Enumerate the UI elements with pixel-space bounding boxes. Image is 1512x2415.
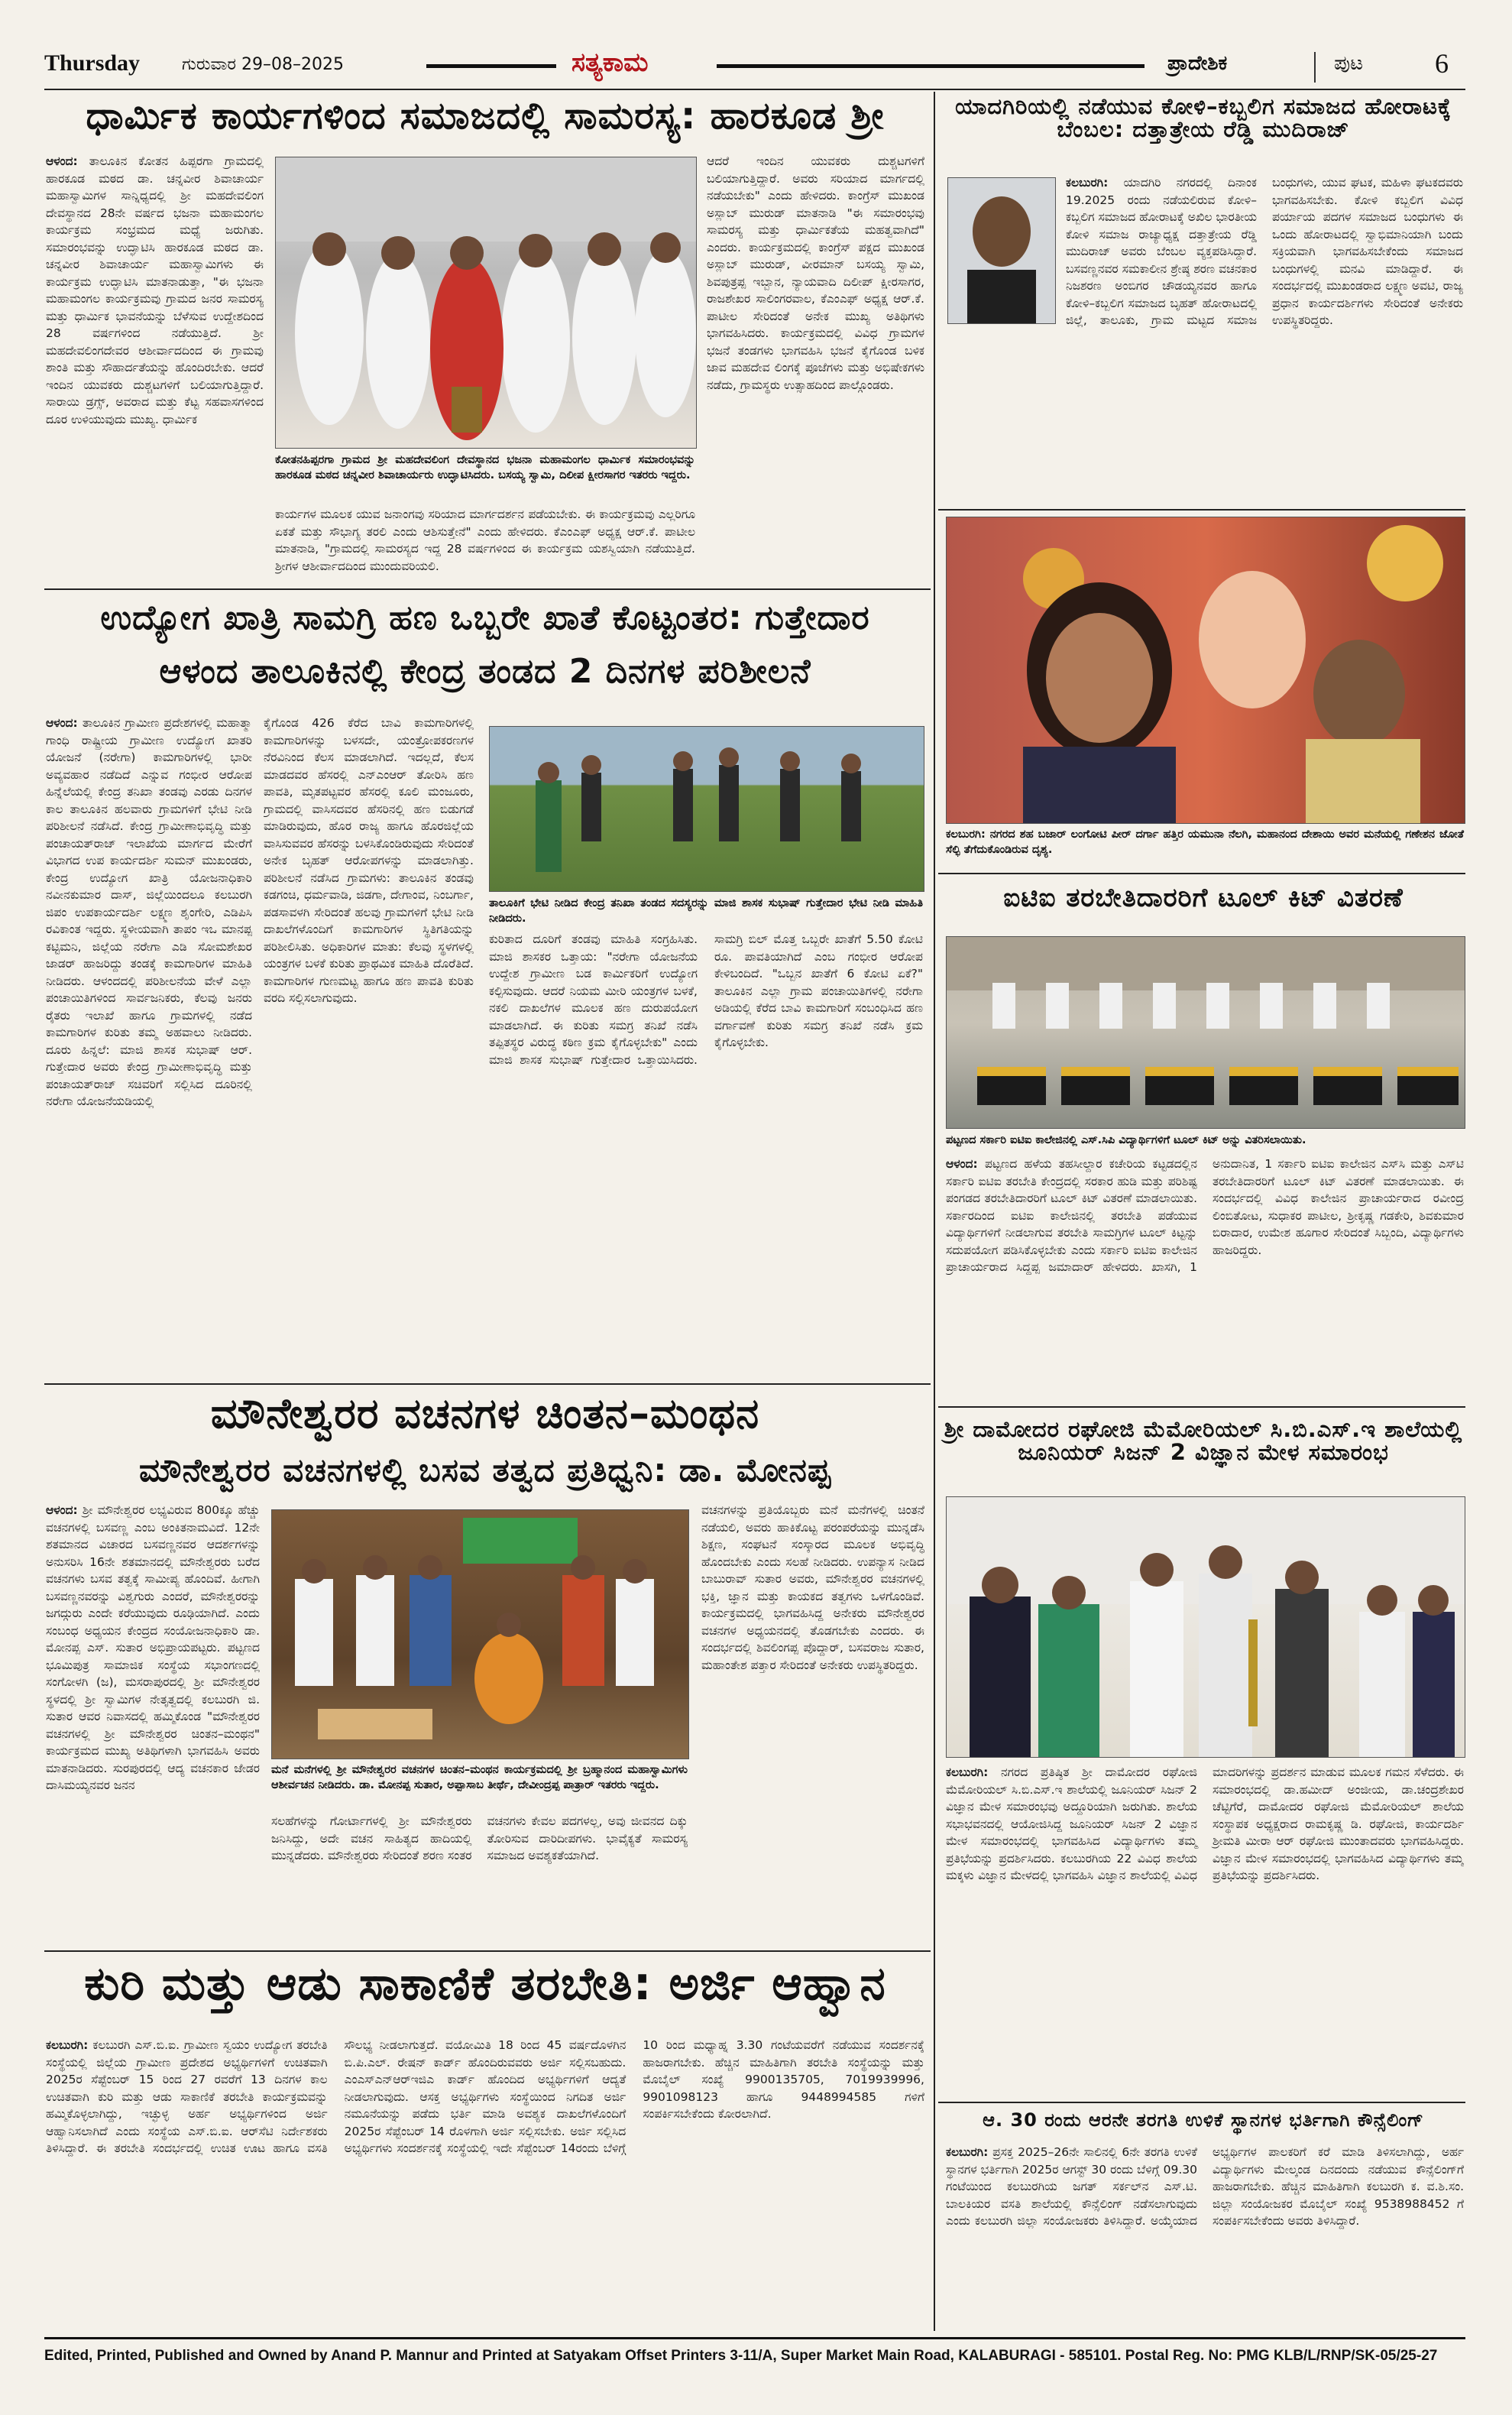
- side3-photo-graphic: [947, 1497, 1465, 1757]
- side1-headline: ಯಾದಗಿರಿಯಲ್ಲಿ ನಡೆಯುವ ಕೋಳಿ–ಕಬ್ಬಲಿಗ ಸಮಾಜದ ಹೋರಾಟಕ್ಕೆ ಬೆಂಬಲ: ದತ್ತಾತ್ರೇಯ ರೆಡ್ಡಿ ಮುದಿರಾಜ್: [955, 93, 1452, 143]
- masthead-day: Thursday: [44, 50, 141, 76]
- masthead-section: ಪ್ರಾದೇಶಿಕ: [1167, 52, 1228, 75]
- story3-text-left: [46, 1502, 260, 1941]
- story2-text-right: ಕುರಿತಾದ ದೂರಿಗೆ ತಂಡವು ಮಾಹಿತಿ ಸಂಗ್ರಹಿಸಿತು. ಮಾಜಿ ಶಾಸಕರ ಒತ್ತಾಯ: "ನರೇಗಾ ಯೋಜನೆಯ ಉದ್ದೇಶ ಗ್ರಾಮೀಣ ಬಡ ಕಾರ್ಮಿಕರಿಗೆ ಉದ್ಯೋಗ ಕಲ್ಪಿಸುವುದು. ಆದರೆ ನಿಯಮ ಮೀರಿ ಯಂತ್ರಗಳ ಬಳಕೆ, ನಕಲಿ ದಾಖಲೆಗಳ ಮೂಲಕ ಹಣ ದುರುಪಯೋಗ ಮಾಡಲಾಗಿದೆ. ಈ ಕುರಿತು ಸಮಗ್ರ ತನಿಖೆ ನಡೆಸಿ ತಪ್ಪಿತಸ್ಥರ ವಿರುದ್ಧ ಕಠಿಣ ಕ್ರಮ ಕೈಗೊಳ್ಳಬೇಕು" ಎಂದು ಮಾಜಿ ಶಾಸಕ ಸುಭಾಷ್ ಗುತ್ತೇದಾರ ಒತ್ತಾಯಿಸಿದರು. ಸಾಮಗ್ರಿ ಬಿಲ್‌ ಮೊತ್ತ ಒಬ್ಬರೇ ಖಾತೆಗೆ 5.50 ಕೋಟಿ ರೂ. ಪಾವತಿಯಾಗಿದೆ ಎಂಬ ಗಂಭೀರ ಆರೋಪ ಕೇಳಿಬಂದಿದೆ. "ಒಬ್ಬನ ಖಾತೆಗೆ 6 ಕೋಟಿ ಏಕೆ?" ತಾಲೂಕಿನ ಎಲ್ಲಾ ಗ್ರಾಮ ಪಂಚಾಯಿತಿಗಳಲ್ಲಿ ನರೇಗಾ ಅಡಿಯಲ್ಲಿ ಕೆರೆದ ಬಾವಿ ಕಾಮಗಾರಿಗೆ ಸಂಬಂಧಿಸಿದ ಹಣ ವರ್ಗಾವಣೆ ಕುರಿತು ಸಮಗ್ರ ತನಿಖೆ ನಡೆಸಿ ಕ್ರಮ ಕೈಗೊಳ್ಳಬೇಕು.: [489, 932, 923, 1067]
- story2-photo: [489, 726, 924, 892]
- masthead-separator: [1314, 52, 1316, 83]
- masthead-brand: ಸತ್ಯಕಾಮ: [571, 47, 649, 78]
- story1-dateline: ಆಳಂದ:: [46, 154, 78, 168]
- story1-caption: ಕೋತನಹಿಪ್ಪರಗಾ ಗ್ರಾಮದ ಶ್ರೀ ಮಹದೇವಲಿಂಗ ದೇವಸ್ಥಾನದ ಭಜನಾ ಮಹಾಮಂಗಲ ಧಾರ್ಮಿಕ ಸಮಾರಂಭವನ್ನು ಹಾರಕೂಡ ಮಠದ ಚನ್ನವೀರ ಶಿವಾಚಾರ್ಯರು ಉದ್ಘಾಟಿಸಿದರು. ಬಸಯ್ಯ ಸ್ವಾಮಿ, ದಿಲೀಪ ಕ್ಷೀರಸಾಗರ ಇತರರು ಇದ್ದರು.: [275, 454, 695, 481]
- side-photo-divider: [938, 873, 1465, 874]
- story3-photo-graphic: [272, 1510, 688, 1759]
- side-photo: [946, 517, 1465, 824]
- story4-text-body: ಕಲಬುರಗಿ ಎಸ್.ಬಿ.ಐ. ಗ್ರಾಮೀಣ ಸ್ವಯಂ ಉದ್ಯೋಗ ತರಬೇತಿ ಸಂಸ್ಥೆಯಲ್ಲಿ ಜಿಲ್ಲೆಯ ಗ್ರಾಮೀಣ ಪ್ರದೇಶದ ಅಭ್ಯರ್ಥಿಗಳಿಗೆ ಉಚಿತವಾಗಿ 2025ರ ಸೆಪ್ಟೆಂಬರ್ 15 ರಿಂದ 27 ರವರೆಗೆ 13 ದಿನಗಳ ಕಾಲ ಉಚಿತವಾಗಿ ಕುರಿ ಮತ್ತು ಆಡು ಸಾಕಾಣಿಕೆ ತರಬೇತಿ ಕಾರ್ಯಕ್ರಮವನ್ನು ಹಮ್ಮಿಕೊಳ್ಳಲಾಗಿದ್ದು, ಇಚ್ಛುಳ್ಳ ಅರ್ಹ ಅಭ್ಯರ್ಥಿಗಳಿಂದ ಅರ್ಜಿ ಆಹ್ವಾನಿಸಲಾಗಿದೆ ಎಂದು ಸಂಸ್ಥೆಯ ಎಸ್.ಬಿ.ಐ. ಆರ್‌ಸೆಟಿ ನಿರ್ದೇಶಕರು ತಿಳಿಸಿದ್ದಾರೆ. ಈ ತರಬೇತಿ ಸಂದರ್ಭದಲ್ಲಿ ಉಚಿತ ಊಟ ಹಾಗೂ ವಸತಿ ಸೌಲಭ್ಯ ನೀಡಲಾಗುತ್ತದೆ. ವಯೋಮಿತಿ 18 ರಿಂದ 45 ವರ್ಷದೊಳಗಿನ ಬಿ.ಪಿ.ಎಲ್. ರೇಷನ್ ಕಾರ್ಡ್ ಹೊಂದಿರುವವರು ಅರ್ಜಿ ಸಲ್ಲಿಸಬಹುದು. ಎಂಎಸ್‌ಎನ್‌ಆರ್‌ಇಜಿಎ ಕಾರ್ಡ್ ಹೊಂದಿದ ಅಭ್ಯರ್ಥಿಗಳಿಗೆ ಆದ್ಯತೆ ನೀಡಲಾಗುವುದು. ಆಸಕ್ತ ಅಭ್ಯರ್ಥಿಗಳು ಸಂಸ್ಥೆಯಿಂದ ನಿಗದಿತ ಅರ್ಜಿ ನಮೂನೆಯನ್ನು ಪಡೆದು ಭರ್ತಿ ಮಾಡಿ ಅವಶ್ಯಕ ದಾಖಲೆಗಳೊಂದಿಗೆ 2025ರ ಸೆಪ್ಟೆಂಬರ್ 14 ರೊಳಗಾಗಿ ಅರ್ಜಿ ಸಲ್ಲಿಸಬೇಕು. ಅರ್ಜಿ ಸಲ್ಲಿಸಿದ ಅಭ್ಯರ್ಥಿಗಳು ಸಂದರ್ಶನಕ್ಕೆ ಸಂಸ್ಥೆಯಲ್ಲಿ ಇದೇ ಸೆಪ್ಟೆಂಬರ್ 14ರಂದು ಬೆಳಿಗ್ಗೆ 10 ರಿಂದ ಮಧ್ಯಾಹ್ನ 3.30 ಗಂಟೆಯವರೆಗೆ ನಡೆಯುವ ಸಂದರ್ಶನಕ್ಕೆ ಹಾಜರಾಗಬೇಕು. ಹೆಚ್ಚಿನ ಮಾಹಿತಿಗಾಗಿ ತರಬೇತಿ ಸಂಸ್ಥೆಯನ್ನು ಮತ್ತು ಮೊಬೈಲ್ ಸಂಖ್ಯೆ 9900135705, 7019939996, 9901098123 ಹಾಗೂ 9448994585 ಗಳಿಗೆ ಸಂಪರ್ಕಿಸಬೇಕೆಂದು ಕೋರಲಾಗಿದೆ.: [46, 2038, 924, 2155]
- story4-text: [46, 2037, 924, 2331]
- story2-text-mid: ಕೈಗೊಂಡ 426 ಕೆರೆದ ಬಾವಿ ಕಾಮಗಾರಿಗಳಲ್ಲಿ ಕಾಮಗಾರಿಗಳನ್ನು ಬಳಸದೇ, ಯಂತ್ರೋಪಕರಣಗಳ ನೆರವಿನಿಂದ ಕೆಲಸ ಮಾಡಲಾಗಿದೆ. ಇದಲ್ಲದೆ, ಕೆಲಸ ಮಾಡದವರ ಹೆಸರಲ್ಲಿ ಎನ್‌ಎಂಆರ್ ತೋರಿಸಿ ಹಣ ಪಾವತಿ, ಮೃತಪಟ್ಟವರ ಹೆಸರಲ್ಲಿ ಕೂಲಿ ಮಂಜೂರು, ಗ್ರಾಮದಲ್ಲಿ ವಾಸಿಸದವರ ಹೆಸರಿನಲ್ಲಿ ಹಣ ಬಿಡುಗಡೆ ಮಾಡಿರುವುದು, ಹೊರ ರಾಜ್ಯ ಹಾಗೂ ಹೊರಜಿಲ್ಲೆಯ ವಾಸಿಸುವವರ ಹೆಸರನ್ನು ಬಳಸಿಕೊಂಡಿರುವುದು ಸೇರಿದಂತೆ ಅನೇಕ ಬೃಹತ್ ಆರೋಪಗಳನ್ನು ಮಾಡಲಾಗಿತ್ತು. ಪರಿಶೀಲನೆ ನಡೆಸಿದ ಗ್ರಾಮಗಳು: ತಾಲೂಕಿನ ತಂಡವು ಕಡಗಂಚಿ, ಧರ್ಮವಾಡಿ, ಜಿಡಗಾ, ದೇಗಾಂವ, ನಿಂಬರ್ಗಾ, ಪಡಸಾವಳಗಿ ಸೇರಿದಂತೆ ಹಲವು ಗ್ರಾಮಗಳಿಗೆ ಭೇಟಿ ನೀಡಿ ದಾಖಲೆಗಳೊಂದಿಗೆ ಕಾಮಗಾರಿಗಳ ಸ್ಥಿತಿಗತಿಯನ್ನು ಪರಿಶೀಲಿಸಿತು. ಅಧಿಕಾರಿಗಳ ಮಾತು: ಕೆಲವು ಸ್ಥಳಗಳಲ್ಲಿ ಯಂತ್ರಗಳ ಬಳಕೆ ಕುರಿತು ಪ್ರಾಥಮಿಕ ಮಾಹಿತಿ ದೊರೆತಿದೆ. ಕಾಮಗಾರಿಗಳ ಗುಣಮಟ್ಟ ಹಾಗೂ ಹಣ ಪಾವತಿ ಕುರಿತು ವರದಿ ಸಲ್ಲಿಸಲಾಗುವುದು.: [264, 716, 474, 1005]
- side1-text: [1066, 174, 1463, 503]
- side1-divider: [938, 509, 1465, 511]
- story2-headline1: ಉದ್ಯೋಗ ಖಾತ್ರಿ ಸಾಮಗ್ರಿ ಹಣ ಒಬ್ಬರೇ ಖಾತೆ ಕೊಟ್ಟಂತರ: ಗುತ್ತೇದಾರ: [100, 598, 870, 637]
- masthead-rule-left: [426, 64, 556, 68]
- side4-text-body: ಪ್ರಸಕ್ತ 2025–26ನೇ ಸಾಲಿನಲ್ಲಿ 6ನೇ ತರಗತಿ ಉಳಿಕೆ ಸ್ಥಾನಗಳ ಭರ್ತಿಗಾಗಿ 2025ರ ಆಗಸ್ಟ್ 30 ರಂದು ಬೆಳಿಗ್ಗೆ 09.30 ಗಂಟೆಯಿಂದ ಕಲಬುರಗಿಯ ಜಗತ್ ಸರ್ಕಲ್‌ನ ಎಸ್.ಟಿ. ಬಾಲಕಿಯರ ವಸತಿ ಶಾಲೆಯಲ್ಲಿ ಕೌನ್ಸೆಲಿಂಗ್ ನಡೆಸಲಾಗುವುದು ಎಂದು ಕಲಬುರಗಿ ಜಿಲ್ಲಾ ಸಂಯೋಜಕರು ತಿಳಿಸಿದ್ದಾರೆ. ಅಯ್ಕೆಯಾದ ಅಭ್ಯರ್ಥಿಗಳ ಪಾಲಕರಿಗೆ ಕರೆ ಮಾಡಿ ತಿಳಿಸಲಾಗಿದ್ದು, ಅರ್ಹ ವಿದ್ಯಾರ್ಥಿಗಳು ಮೇಲ್ಕಂಡ ದಿನದಂದು ನಡೆಯುವ ಕೌನ್ಸೆಲಿಂಗ್‌ಗೆ ಹಾಜರಾಗಬೇಕು. ಹೆಚ್ಚಿನ ಮಾಹಿತಿಗಾಗಿ ಕಲಬುರಗಿ ಕ. ವ.ಶಿ.ಸಂ. ಜಿಲ್ಲಾ ಸಂಯೋಜಕರ ಮೊಬೈಲ್ ಸಂಖ್ಯೆ 9538988452 ಗೆ ಸಂಪರ್ಕಿಸಬೇಕೆಂದು ಅವರು ತಿಳಿಸಿದ್ದಾರೆ.: [946, 2145, 1464, 2228]
- masthead-rule-right: [717, 64, 1145, 68]
- story4-headline: ಕುರಿ ಮತ್ತು ಆಡು ಸಾಕಾಣಿಕೆ ತರಬೇತಿ: ಅರ್ಜಿ ಆಹ್ವಾನ: [84, 1957, 886, 2011]
- side3-text-body: ನಗರದ ಪ್ರತಿಷ್ಠಿತ ಶ್ರೀ ದಾಮೋದರ ರಘೋಜಿ ಮೆಮೋರಿಯಲ್ ಸಿ.ಬಿ.ಎಸ್.ಇ ಶಾಲೆಯಲ್ಲಿ ಜೂನಿಯರ್ ಸಿಜನ್ 2 ವಿಜ್ಞಾನ ಮೇಳ ಸಮಾರಂಭವು ಅದ್ದೂರಿಯಾಗಿ ಜರುಗಿತು. ಶಾಲೆಯ ಸಭಾಭವನದಲ್ಲಿ ಆಯೋಜಿಸಿದ್ದ ಜೂನಿಯರ್ ಸಿಜನ್ 2 ವಿಜ್ಞಾನ ಮೇಳ ಸಮಾರಂಭದಲ್ಲಿ ಭಾಗವಹಿಸಿದ ವಿದ್ಯಾರ್ಥಿಗಳು ತಮ್ಮ ಪ್ರತಿಭೆಯನ್ನು ಪ್ರದರ್ಶಿಸಿದರು. ಕಲಬುರಗಿಯ 22 ವಿವಿಧ ಶಾಲೆಯ ಮಕ್ಕಳು ವಿಜ್ಞಾನ ಮೇಳದಲ್ಲಿ ಭಾಗವಹಿಸಿ ವಿಜ್ಞಾನ ಶಾಲೆಯಲ್ಲಿ ವಿವಿಧ ಮಾದರಿಗಳನ್ನು ಪ್ರದರ್ಶನ ಮಾಡುವ ಮೂಲಕ ಗಮನ ಸೆಳೆದರು. ಈ ಸಮಾರಂಭದಲ್ಲಿ ಡಾ.ಹಮೀದ್ ಅಂಜೀಯ, ಡಾ.ಚಂದ್ರಶೇಖರ ಚೆಟ್ಟಿಗೆರೆ, ದಾಮೋದರ ರಘೋಜಿ ಮೆಮೋರಿಯಲ್ ಶಾಲೆಯ ಸಂಸ್ಥಾಪಕ ಅಧ್ಯಕ್ಷರಾದ ರಾಮಕೃಷ್ಣ ಡಿ. ರಘೋಜಿ, ಕಾರ್ಯದರ್ಶಿ ಶ್ರೀಮತಿ ಮೀರಾ ಆರ್ ರಘೋಜಿ ಮುಂತಾದವರು ಭಾಗವಹಿಸಿದ್ದರು. ವಿಜ್ಞಾನ ಮೇಳ ಸಮಾರಂಭದಲ್ಲಿ ಭಾಗವಹಿಸಿದ ವಿದ್ಯಾರ್ಥಿಗಳು ತಮ್ಮ ಪ್ರತಿಭೆಯನ್ನು ಪ್ರದರ್ಶಿಸಿದರು.: [946, 1765, 1464, 1882]
- story2-photo-graphic: [490, 727, 924, 891]
- masthead-date: ಗುರುವಾರ 29–08–2025: [182, 55, 345, 74]
- side3-photo: [946, 1496, 1465, 1758]
- side4-dateline: ಕಲಬುರಗಿ:: [946, 2145, 989, 2159]
- story1-text-left-body: ತಾಲೂಕಿನ ಕೋತನ ಹಿಪ್ಪರಗಾ ಗ್ರಾಮದಲ್ಲಿ ಹಾರಕೂಡ ಮಠದ ಡಾ. ಚನ್ನವೀರ ಶಿವಾಚಾರ್ಯ ಮಹಾಸ್ವಾಮಿಗಳ ಸಾನ್ನಿಧ್ಯದಲ್ಲಿ ಶ್ರೀ ಮಹದೇವಲಿಂಗ ದೇವಸ್ಥಾನದ 28ನೇ ವರ್ಷದ ಭಜನಾ ಮಹಾಮಂಗಲ ಕಾರ್ಯಕ್ರಮ ಸಂಭ್ರಮದ ಮಧ್ಯೆ ಜರುಗಿತು. ಸಮಾರಂಭವನ್ನು ಉದ್ಘಾಟಿಸಿ ಹಾರಕೂಡ ಮಠದ ಡಾ. ಚನ್ನವೀರ ಶಿವಾಚಾರ್ಯ ಮಹಾಸ್ವಾಮಿಗಳು ಈ ಕಾರ್ಯಕ್ರಮ ಉದ್ಘಾಟಿಸಿ ಮಾತನಾಡುತ್ತಾ, "ಈ ಭಜನಾ ಮಹಾಮಂಗಲ ಕಾರ್ಯಕ್ರಮವು ಗ್ರಾಮದ ಜನರ ಸಾಮರಸ್ಯ ಮತ್ತು ಧಾರ್ಮಿಕ ಭಾವನೆಯನ್ನು ಬೆಳೆಸುವ ಉದ್ದೇಶದಿಂದ 28 ವರ್ಷಗಳಿಂದ ನಡೆಯುತ್ತಿದೆ. ಶ್ರೀ ಮಹದೇವಲಿಂಗದೇವರ ಆಶೀರ್ವಾದದಿಂದ ಈ ಗ್ರಾಮವು ಶಾಂತಿ ಮತ್ತು ಸೌಹಾರ್ದತೆಯನ್ನು ಹೊಂದಿರಬೇಕು. ಆದರೆ ಇಂದಿನ ಯುವಕರು ದುಶ್ಚಟಗಳಿಗೆ ಬಲಿಯಾಗುತ್ತಿದ್ದಾರೆ. ಸಾರಾಯಿ ಡ್ರಗ್ಸ್, ಅವರಾದ ಮತ್ತು ಕೆಟ್ಟ ಸಹವಾಸಗಳಿಂದ ದೂರ ಉಳಿಯುವುದು ಮುಖ್ಯ. ಧಾರ್ಮಿಕ: [46, 154, 264, 426]
- side1-portrait-graphic: [948, 178, 1055, 323]
- masthead-page-label: ಪುಟ: [1334, 52, 1364, 75]
- story1-headline: ಧಾರ್ಮಿಕ ಕಾರ್ಯಗಳಿಂದ ಸಮಾಜದಲ್ಲಿ ಸಾಮರಸ್ಯ: ಹಾರಕೂಡ ಶ್ರೀ: [86, 94, 885, 138]
- side-photo-caption: ಕಲಬುರಗಿ: ನಗರದ ಶಹ ಬಜಾರ್ ಲಂಗೋಟಿ ಪೀರ್ ದರ್ಗಾ ಹತ್ತಿರ ಯಮುನಾ ನೆಲಗಿ, ಮಹಾನಂದ ದೇಶಾಯಿ ಅವರ ಮನೆಯಲ್ಲಿ ಗಣೇಶನ ಜೋತೆ ಸೆಲ್ಫಿ ತೆಗೆದುಕೊಂಡಿರುವ ದೃಶ್ಯ.: [946, 828, 1464, 856]
- story1-photo: [275, 157, 697, 449]
- story1-text-right: ಆದರೆ ಇಂದಿನ ಯುವಕರು ದುಶ್ಚಟಗಳಿಗೆ ಬಲಿಯಾಗುತ್ತಿದ್ದಾರೆ. ಅವರು ಸರಿಯಾದ ಮಾರ್ಗದಲ್ಲಿ ನಡೆಯಬೇಕು" ಎಂದು ಹೇಳಿದರು. ಕಾಂಗ್ರೆಸ್ ಮುಖಂಡ ಅಸ್ಲಾಬ್ ಮುರುಡ್ ಮಾತನಾಡಿ "ಈ ಸಮಾರಂಭವು ಸಾಮರಸ್ಯ ಮತ್ತು ಧಾರ್ಮಿಕತೆಯ ಮಹತ್ವವಾಗಿದೆ" ಎಂದರು. ಕಾರ್ಯಕ್ರಮದಲ್ಲಿ ಕಾಂಗ್ರೆಸ್ ಪಕ್ಷದ ಮುಖಂಡ ಅಸ್ಲಾಬ್ ಮುರುಡ್, ವೀರಮಾನ್ ಬಸಯ್ಯ ಸ್ವಾಮಿ, ಶಿವಪುತ್ರಪ್ಪ ಇಬ್ಬಾನ, ನ್ಯಾಯವಾದಿ ದಿಲೀಪ್ ಕ್ಷೀರಸಾಗರ, ರಾಜಶೇಖರ ಸಾಲಿಂಗರವಾಲ, ಕೆಎಂಎಫ್ ಅಧ್ಯಕ್ಷ ಆರ್.ಕೆ. ಪಾಟೀಲ ಸೇರಿದಂತೆ ಅನೇಕ ಮುಖ್ಯ ಅತಿಥಿಗಳು ಭಾಗವಹಿಸಿದರು. ಕಾರ್ಯಕ್ರಮದಲ್ಲಿ ವಿವಿಧ ಗ್ರಾಮಗಳ ಭಜನೆ ತಂಡಗಳು ಭಾಗವಹಿಸಿ ಭಜನೆ ಕೈಗೊಂಡ ಬಳಿಕ ಜಾವ ಮಹದೇವ ಲಿಂಗಕ್ಕೆ ಪೂಜೆಗಳು ಮತ್ತು ಅಭಿಷೇಕಗಳು ನಡೆದು, ಗ್ರಾಮಸ್ಥರು ಉತ್ಸಾಹದಿಂದ ಪಾಲ್ಗೊಂಡರು.: [707, 154, 924, 392]
- side-photo-graphic: [947, 517, 1465, 823]
- story3-dateline: ಆಳಂದ:: [46, 1503, 78, 1517]
- story1-text-bottom: ಕಾರ್ಯಗಳ ಮೂಲಕ ಯುವ ಜನಾಂಗವು ಸರಿಯಾದ ಮಾರ್ಗದರ್ಶನ ಪಡೆಯಬೇಕು. ಈ ಕಾರ್ಯಕ್ರಮವು ಎಲ್ಲರಿಗೂ ಏಕತೆ ಮತ್ತು ಸೌಭಾಗ್ಯ ತರಲಿ ಎಂದು ಆಶಿಸುತ್ತೇನೆ" ಎಂದು ಹೇಳಿದರು. ಕೆಎಂಎಫ್ ಅಧ್ಯಕ್ಷ ಆರ್.ಕೆ. ಪಾಟೀಲ ಮಾತನಾಡಿ, "ಗ್ರಾಮದಲ್ಲಿ ಸಾಮರಸ್ಯದ ಇದ್ದ 28 ವರ್ಷಗಳಿಂದ ಈ ಕಾರ್ಯಕ್ರಮ ಯಶಸ್ವಿಯಾಗಿ ನಡೆಯುತ್ತಿದೆ. ಶ್ರೀಗಳ ಆಶೀರ್ವಾದದಿಂದ ಮುಂದುವರಿಯಲಿ.: [275, 507, 695, 573]
- story1-text-left: [46, 153, 264, 581]
- side2-caption: ಪಟ್ಟಣದ ಸರ್ಕಾರಿ ಐಟಿಐ ಕಾಲೇಜಿನಲ್ಲಿ ಎಸ್.ಸಿಪಿ ವಿದ್ಯಾರ್ಥಿಗಳಿಗೆ ಟೂಲ್ ಕಿಟ್ ಅನ್ನು ವಿತರಿಸಲಾಯಿತು.: [946, 1134, 1306, 1146]
- story4-dateline: ಕಲಬುರಗಿ:: [46, 2038, 89, 2052]
- side3-headline: ಶ್ರೀ ದಾಮೋದರ ರಘೋಜಿ ಮೆಮೋರಿಯಲ್ ಸಿ.ಬಿ.ಎಸ್.ಇ ಶಾಲೆಯಲ್ಲಿ ಜೂನಿಯರ್ ಸಿಜನ್ 2 ವಿಜ್ಞಾನ ಮೇಳ ಸಮಾರಂಭ: [944, 1416, 1463, 1466]
- side2-headline: ಐಟಿಐ ತರಬೇತಿದಾರರಿಗೆ ಟೂಲ್ ಕಿಟ್ ವಿತರಣೆ: [1003, 883, 1404, 913]
- story2-caption: ತಾಲೂಕಿಗೆ ಭೇಟಿ ನೀಡಿದ ಕೇಂದ್ರ ತನಿಖಾ ತಂಡದ ಸದಸ್ಯರನ್ನು ಮಾಜಿ ಶಾಸಕ ಸುಭಾಷ್ ಗುತ್ತೇದಾರ ಭೇಟಿ ನೀಡಿ ಮಾಹಿತಿ ನೀಡಿದರು.: [489, 897, 923, 925]
- side2-text: [946, 1156, 1464, 1399]
- story2-text-left-body: ತಾಲೂಕಿನ ಗ್ರಾಮೀಣ ಪ್ರದೇಶಗಳಲ್ಲಿ ಮಹಾತ್ಮಾ ಗಾಂಧಿ ರಾಷ್ಟ್ರೀಯ ಗ್ರಾಮೀಣ ಉದ್ಯೋಗ ಖಾತರಿ ಯೋಜನೆ (ನರೇಗಾ) ಕಾಮಗಾರಿಗಳಲ್ಲಿ ಭಾರೀ ಅವ್ಯವಹಾರ ನಡೆದಿದೆ ಎನ್ನುವ ಗಂಭೀರ ಆರೋಪ ಹಿನ್ನೆಲೆಯಲ್ಲಿ ಕೇಂದ್ರ ತನಿಖಾ ತಂಡವು ಎರಡು ದಿನಗಳ ಕಾಲ ತಾಲೂಕಿನ ಹಲವಾರು ಗ್ರಾಮಗಳಿಗೆ ಭೇಟಿ ನೀಡಿ ಪರಿಶೀಲನೆ ನಡೆಸಿದೆ. ಕೇಂದ್ರ ಗ್ರಾಮೀಣಾಭಿವೃದ್ಧಿ ಮತ್ತು ಪಂಚಾಯತ್‌ರಾಜ್ ಇಲಾಖೆಯ ಮಾರ್ಗದ ಮೇರೆಗೆ ವಿಭಾಗದ ಉಪ ಕಾರ್ಯದರ್ಶಿ ಸುಮನ್ ಮುಖಂಡರು, ಕೇಂದ್ರ ಉದ್ಯೋಗ ಖಾತ್ರಿ ಯೋಜನಾಧಿಕಾರಿ ನವೀನಕುಮಾರ ದಾಸ್, ಜಿಲ್ಲೆಯಿಂದಲೂ ಕಲಬುರಗಿ ಜಿಪಂ ಉಪಕಾರ್ಯದರ್ಶಿ ಲಕ್ಷ್ಮಣ ಶೃಂಗೇರಿ, ಎಡಿಪಿಸಿ ರವಿಕಾಂತ ಇದ್ದರು. ಸ್ಥಳೀಯವಾಗಿ ತಾಪಂ ಇಒ ಮಾನಪ್ಪ ಕಟ್ಟಿಮನಿ, ಜಿಲ್ಲೆಯ ನರೇಗಾ ಎಡಿ ಸೋಮಶೇಖರ ಜಾಡರ್ ಹಾಜರಿದ್ದು ತಂಡಕ್ಕೆ ಕಾಮಗಾರಿಗಳ ಮಾಹಿತಿ ನೀಡಿದರು. ಆಳಂದದಲ್ಲಿ ಪರಿಶೀಲನೆಯ ವೇಳೆ ಎಲ್ಲಾ ಪಂಚಾಯಿತಿಗಳಿಂದ ಸಾರ್ವಜನಿಕರು, ಕೆಲವು ಜನರು ರೈತರು ಇಲಾಖೆ ಹಾಗೂ ಗ್ರಾಮಗಳಲ್ಲಿ ನಡೆದ ಕಾಮಗಾರಿಗಳ ಕುರಿತು ತಮ್ಮ ಅಹವಾಲು ನೀಡಿದರು. ದೂರು ಹಿನ್ನಲೆ: ಮಾಜಿ ಶಾಸಕ ಸುಭಾಷ್ ಆರ್. ಗುತ್ತೇದಾರ ಅವರು ಕೇಂದ್ರ ಗ್ರಾಮೀಣಾಭಿವೃದ್ಧಿ ಮತ್ತು ಪಂಚಾಯತ್‌ರಾಜ್ ಸಚಿವರಿಗೆ ಸಲ್ಲಿಸಿದ ದೂರಿನಲ್ಲಿ ನರೇಗಾ ಯೋಜನೆಯಡಿಯಲ್ಲಿ: [46, 716, 252, 1108]
- side3-dateline: ಕಲಬುರಗಿ:: [946, 1765, 989, 1779]
- story3-text-left-body: ಶ್ರೀ ಮೌನೇಶ್ವರರ ಲಭ್ಯವಿರುವ 800ಕ್ಕೂ ಹೆಚ್ಚು ವಚನಗಳಲ್ಲಿ ಬಸವಣ್ಣ ಎಂಬ ಅಂಕಿತನಾಮವಿದೆ. 12ನೇ ಶತಮಾನದ ವಿಚಾರದ ಬಸವಣ್ಣನವರ ಆದರ್ಶಗಳನ್ನು ಅನುಸರಿಸಿ 16ನೇ ಶತಮಾನದಲ್ಲಿ ಮೌನೇಶ್ವರರು ಬರೆದ ವಚನಗಳು ಬಸವ ತತ್ವಕ್ಕೆ ಸಾಮೀಪ್ಯ ಹೊಂದಿವೆ. ಹೀಗಾಗಿ ಬಸವಣ್ಣನವರನ್ನು ವಿಶ್ವಗುರು ಎಂದರೆ, ಮೌನೇಶ್ವರರನ್ನು ಜಗದ್ಗುರು ಎಂದೇ ಕರೆಯುವುದು ರೂಢಿಯಾಗಿದೆ. ಎಂದು ಸಂಬಂಧ ಅಧ್ಯಯನ ಕೇಂದ್ರದ ಸಂಯೋಜನಾಧಿಕಾರಿ ಡಾ. ಮೋನಪ್ಪ ಎಸ್. ಸುತಾರ ಅಭಿಪ್ರಾಯಪಟ್ಟರು. ಪಟ್ಟಣದ ಭೂಮಿಪುತ್ರ ಸಾಮಾಜಿಕ ಸಂಸ್ಥೆಯ ಸಭಾಂಗಣದಲ್ಲಿ ಸಂಗೋಳಗಿ (ಜ), ಮಸರಾಪುರದಲ್ಲಿ ಶ್ರೀ ಮೌನೇಶ್ವರರ ಸ್ಥಳದಲ್ಲಿ ಶ್ರೀ ಸ್ವಾಮಿಗಳ ನೇತೃತ್ವದಲ್ಲಿ ಕಲಬುರಗಿ ಜಿ. ಸುತಾರ ಆವರ ನಿವಾಸದಲ್ಲಿ ಹಮ್ಮಿಕೊಂಡ "ಮೌನೇಶ್ವರರ ವಚನಗಳಲ್ಲಿ ಶ್ರೀ ಮೌನೇಶ್ವರರ ಚಿಂತನ–ಮಂಥನ" ಕಾರ್ಯಕ್ರಮದ ಮುಖ್ಯ ಅತಿಥಿಗಳಾಗಿ ಭಾಗವಹಿಸಿ ಅವರು ಮಾತನಾಡಿದರು. ಸುರಪುರದಲ್ಲಿ ಆದ್ಯ ವಚನಕಾರ ಜೇಡರ ದಾಸಿಮಯ್ಯನವರ ಜನನ: [46, 1503, 260, 1792]
- story1-divider: [44, 588, 931, 590]
- side2-photo: [946, 936, 1465, 1129]
- side2-dateline: ಆಳಂದ:: [946, 1157, 978, 1171]
- footer-rule: [44, 2337, 1465, 2339]
- story2-divider: [44, 1383, 931, 1385]
- story3-headline1: ಮೌನೇಶ್ವರರ ವಚನಗಳ ಚಿಂತನ–ಮಂಥನ: [210, 1389, 760, 1438]
- story3-text-right: ವಚನಗಳನ್ನು ಪ್ರತಿಯೊಬ್ಬರು ಮನೆ ಮನೆಗಳಲ್ಲಿ ಚಿಂತನೆ ನಡೆಯಲಿ, ಅವರು ಹಾಕಿಕೊಟ್ಟ ಪರಂಪರೆಯನ್ನು ಮುನ್ನಡೆಸಿ ಶಿಕ್ಷಣ, ಸಂಘಟನೆ ಸಂಸ್ಕಾರದ ಮೂಲಕ ಅಭಿವೃದ್ಧಿ ಹೊಂದಬೇಕು ಎಂದು ಸಲಹೆ ನೀಡಿದರು. ಉಪನ್ಯಾಸ ನೀಡಿದ ಬಾಬುರಾವ್ ಸುತಾರ ಅವರು, ಮೌನೇಶ್ವರರ ವಚನಗಳಲ್ಲಿ ಭಕ್ತಿ, ಜ್ಞಾನ ಮತ್ತು ಕಾಯಕದ ತತ್ವಗಳು ಒಳಗೊಂಡಿವೆ. ಕಾರ್ಯಕ್ರಮದಲ್ಲಿ ಭಾಗವಹಿಸಿದ್ದ ಅನೇಕರು ಮೌನೇಶ್ವರರ ವಚನಗಳ ಅಧ್ಯಯನದಲ್ಲಿ ತೊಡಗಬೇಕು ಎಂದರು. ಈ ಸಂದರ್ಭದಲ್ಲಿ ಶಿವಲಿಂಗಪ್ಪ ಪೊದ್ದಾರ್, ಬಸವರಾಜ ಸುತಾರ, ಮಹಾಂತೇಶ ಪತ್ತಾರ ಸೇರಿದಂತೆ ಅನೇಕರು ಉಪಸ್ಥಿತರಿದ್ದರು.: [701, 1503, 924, 1672]
- story2-headline2: ಆಳಂದ ತಾಲೂಕಿನಲ್ಲಿ ಕೇಂದ್ರ ತಂಡದ 2 ದಿನಗಳ ಪರಿಶೀಲನೆ: [159, 652, 811, 691]
- story3-text-bottom: ಸಲಹೆಗಳನ್ನು ಗೋರ್ಟಾಗಳಲ್ಲಿ ಶ್ರೀ ಮೌನೇಶ್ವರರು ಜನಿಸಿದ್ದು, ಅದೇ ವಚನ ಸಾಹಿತ್ಯದ ಹಾದಿಯಲ್ಲಿ ಮುನ್ನಡೆದರು. ಮೌನೇಶ್ವರರು ಸೇರಿದಂತೆ ಶರಣ ಸಂತರ ವಚನಗಳು ಕೇವಲ ಪದಗಳಲ್ಲ, ಅವು ಜೀವನದ ದಿಕ್ಕು ತೋರಿಸುವ ದಾರಿದೀಪಗಳು. ಭಾವೈಕ್ಯತೆ ಸಾಮರಸ್ಯ ಸಮಾಜದ ಅವಶ್ಯಕತೆಯಾಗಿದೆ.: [271, 1814, 688, 1862]
- side4-text: [946, 2144, 1464, 2331]
- masthead-bottom-rule: [44, 89, 1465, 90]
- story1-photo-graphic: [276, 157, 696, 448]
- side3-divider: [938, 2102, 1465, 2103]
- story3-photo: [271, 1509, 689, 1759]
- side2-photo-graphic: [947, 937, 1465, 1128]
- side2-divider: [938, 1406, 1465, 1408]
- story3-divider: [44, 1950, 931, 1952]
- masthead-page-number: 6: [1435, 48, 1449, 79]
- side1-text-body: ಯಾದಗಿರಿ ನಗರದಲ್ಲಿ ದಿನಾಂಕ 19.2025 ರಂದು ನಡೆಯಲಿರುವ ಕೋಳಿ–ಕಬ್ಬಲಿಗ ಸಮಾಜದ ಹೋರಾಟಕ್ಕೆ ಅಖಿಲ ಭಾರತೀಯ ಕೋಳಿ ಸಮಾಜ ರಾಜ್ಯಾಧ್ಯಕ್ಷ ದತ್ತಾತ್ರೇಯ ರೆಡ್ಡಿ ಮುದಿರಾಜ್ ಅವರು ಬೆಂಬಲ ವ್ಯಕ್ತಪಡಿಸಿದ್ದಾರೆ. ಬಸವಣ್ಣನವರ ಸಮಕಾಲೀನ ಶ್ರೇಷ್ಠ ಶರಣ ವಚನಕಾರ ನಿಜಶರಣ ಅಂಬಿಗರ ಚೌಡಯ್ಯನವರ ಹಾಗೂ ಕೋಳಿ–ಕಬ್ಬಲಿಗ ಸಮಾಜದ ಬೃಹತ್ ಹೋರಾಟದಲ್ಲಿ ಜಿಲ್ಲೆ, ತಾಲೂಕು, ಗ್ರಾಮ ಮಟ್ಟದ ಸಮಾಜ ಬಂಧುಗಳು, ಯುವ ಘಟಕ, ಮಹಿಳಾ ಘಟಕದವರು ಭಾಗವಹಿಸಬೇಕು. ಕೋಳಿ ಕಬ್ಬಲಿಗ ವಿವಿಧ ಪರ್ಯಾಯ ಪದಗಳ ಸಮಾಜದ ಬಂಧುಗಳು ಈ ಒಂದು ಹೋರಾಟದಲ್ಲಿ ಸ್ವಾಭಿಮಾನಿಯಾಗಿ ಬಂದು ಸಕ್ರಿಯವಾಗಿ ಭಾಗವಹಿಸಬೇಕೆಂದು ಸಮಾಜದ ಬಂಧುಗಳಲ್ಲಿ ಮನವಿ ಮಾಡಿದ್ದಾರೆ. ಈ ಸಂದರ್ಭದಲ್ಲಿ ಮುಖಂಡರಾದ ಲಕ್ಷ್ಮಣ ಅವಟಿ, ರಾಜ್ಯ ಪ್ರಧಾನ ಕಾರ್ಯದರ್ಶಿಗಳು ಸೇರಿದಂತೆ ಅನೇಕರು ಉಪಸ್ಥಿತರಿದ್ದರು.: [1066, 176, 1463, 327]
- footer-imprint: Edited, Printed, Published and Owned by Anand P. Mannur and Printed at Satyakam Offset Printers 3-11/A, Super Market Main Road, KALABURAGI - 585101. Postal Reg. No: PMG KLB/L/RNP/SK-05/25-27: [44, 2348, 1438, 2364]
- column-divider: [934, 92, 935, 2331]
- side2-text-body: ಪಟ್ಟಣದ ಹಳೆಯ ತಹಸೀಲ್ದಾರ ಕಚೇರಿಯ ಕಟ್ಟಡದಲ್ಲಿನ ಸರ್ಕಾರಿ ಐಟಿಐ ತರಬೇತಿ ಕೇಂದ್ರದಲ್ಲಿ ಸರಕಾರ ಹುಡಿ ಮತ್ತು ಪರಿಶಿಷ್ಟ ಪಂಗಡದ ತರಬೇತಿದಾರರಿಗೆ ಟೂಲ್ ಕಿಟ್ ವಿತರಣೆ ಮಾಡಲಾಯಿತು. ಸರ್ಕಾರದಿಂದ ಐಟಿಐ ಕಾಲೇಜಿನಲ್ಲಿ ತರಬೇತಿ ಪಡೆಯುವ ವಿದ್ಯಾರ್ಥಿಗಳಿಗೆ ನೀಡಲಾಗುವ ತರಬೇತಿ ಸಾಮಗ್ರಿಗಳ ಟೂಲ್ ಕಿಟ್ಟನ್ನು ಸದುಪಯೋಗ ಪಡಿಸಿಕೊಳ್ಳಬೇಕು ಎಂದು ಸರ್ಕಾರಿ ಐಟಿಐ ಕಾಲೇಜಿನ ಪ್ರಾಚಾರ್ಯರಾದ ಸಿದ್ದಪ್ಪ ಜಮಾದಾರ್ ಹೇಳಿದರು. ಖಾಸಗಿ, 1 ಅನುದಾನಿತ, 1 ಸರ್ಕಾರಿ ಐಟಿಐ ಕಾಲೇಜಿನ ಎಸ್‌ಸಿ ಮತ್ತು ಎಸ್‌ಟಿ ತರಬೇತಿದಾರರಿಗೆ ಟೂಲ್ ಕಿಟ್ ವಿತರಣೆ ಮಾಡಲಾಯಿತು. ಈ ಸಂದರ್ಭದಲ್ಲಿ ವಿವಿಧ ಕಾಲೇಜಿನ ಪ್ರಾಚಾರ್ಯರಾದ ರವೀಂದ್ರ ಲಿಂಬಿತೋಟ, ಸುಧಾಕರ ಪಾಟೀಲ, ಶ್ರೀಕೃಷ್ಣ ಗಡಕೇರಿ, ಶಿವಕುಮಾರ ಬಿರಾದಾರ, ಉಮೇಶ ಹೂಗಾರ ಸೇರಿದಂತೆ ಸಿಬ್ಬಂದಿ, ವಿದ್ಯಾರ್ಥಿಗಳು ಹಾಜರಿದ್ದರು.: [946, 1157, 1464, 1274]
- story2-dateline: ಆಳಂದ:: [46, 716, 78, 730]
- side3-text: [946, 1764, 1464, 2092]
- side1-portrait: [947, 177, 1056, 324]
- story3-headline2: ಮೌನೇಶ್ವರರ ವಚನಗಳಲ್ಲಿ ಬಸವ ತತ್ವದ ಪ್ರತಿಧ್ವನಿ: ಡಾ. ಮೋನಪ್ಪ: [139, 1451, 831, 1489]
- side4-headline: ಆ. 30 ರಂದು ಆರನೇ ತರಗತಿ ಉಳಿಕೆ ಸ್ಥಾನಗಳ ಭರ್ತಿಗಾಗಿ ಕೌನ್ಸೆಲಿಂಗ್: [983, 2109, 1424, 2131]
- side1-dateline: ಕಲಬುರಗಿ:: [1066, 176, 1109, 190]
- masthead: [44, 47, 1465, 86]
- story3-caption: ಮನೆ ಮನೆಗಳಲ್ಲಿ ಶ್ರೀ ಮೌನೇಶ್ವರರ ವಚನಗಳ ಚಿಂತನ–ಮಂಥನ ಕಾರ್ಯಕ್ರಮದಲ್ಲಿ ಶ್ರೀ ಬ್ರಹ್ಮಾನಂದ ಮಹಾಸ್ವಾಮಿಗಳು ಆಶೀರ್ವಚನ ನೀಡಿದರು. ಡಾ. ಮೋನಪ್ಪ ಸುತಾರ, ಅಪ್ಪಾಸಾಬ ತೀರ್ಥೆ, ದೇವೀಂದ್ರಪ್ಪ ಪಾತ್ರಾರ್ ಇತರರು ಇದ್ದರು.: [271, 1764, 688, 1791]
- story2-text-left: [46, 715, 252, 1372]
